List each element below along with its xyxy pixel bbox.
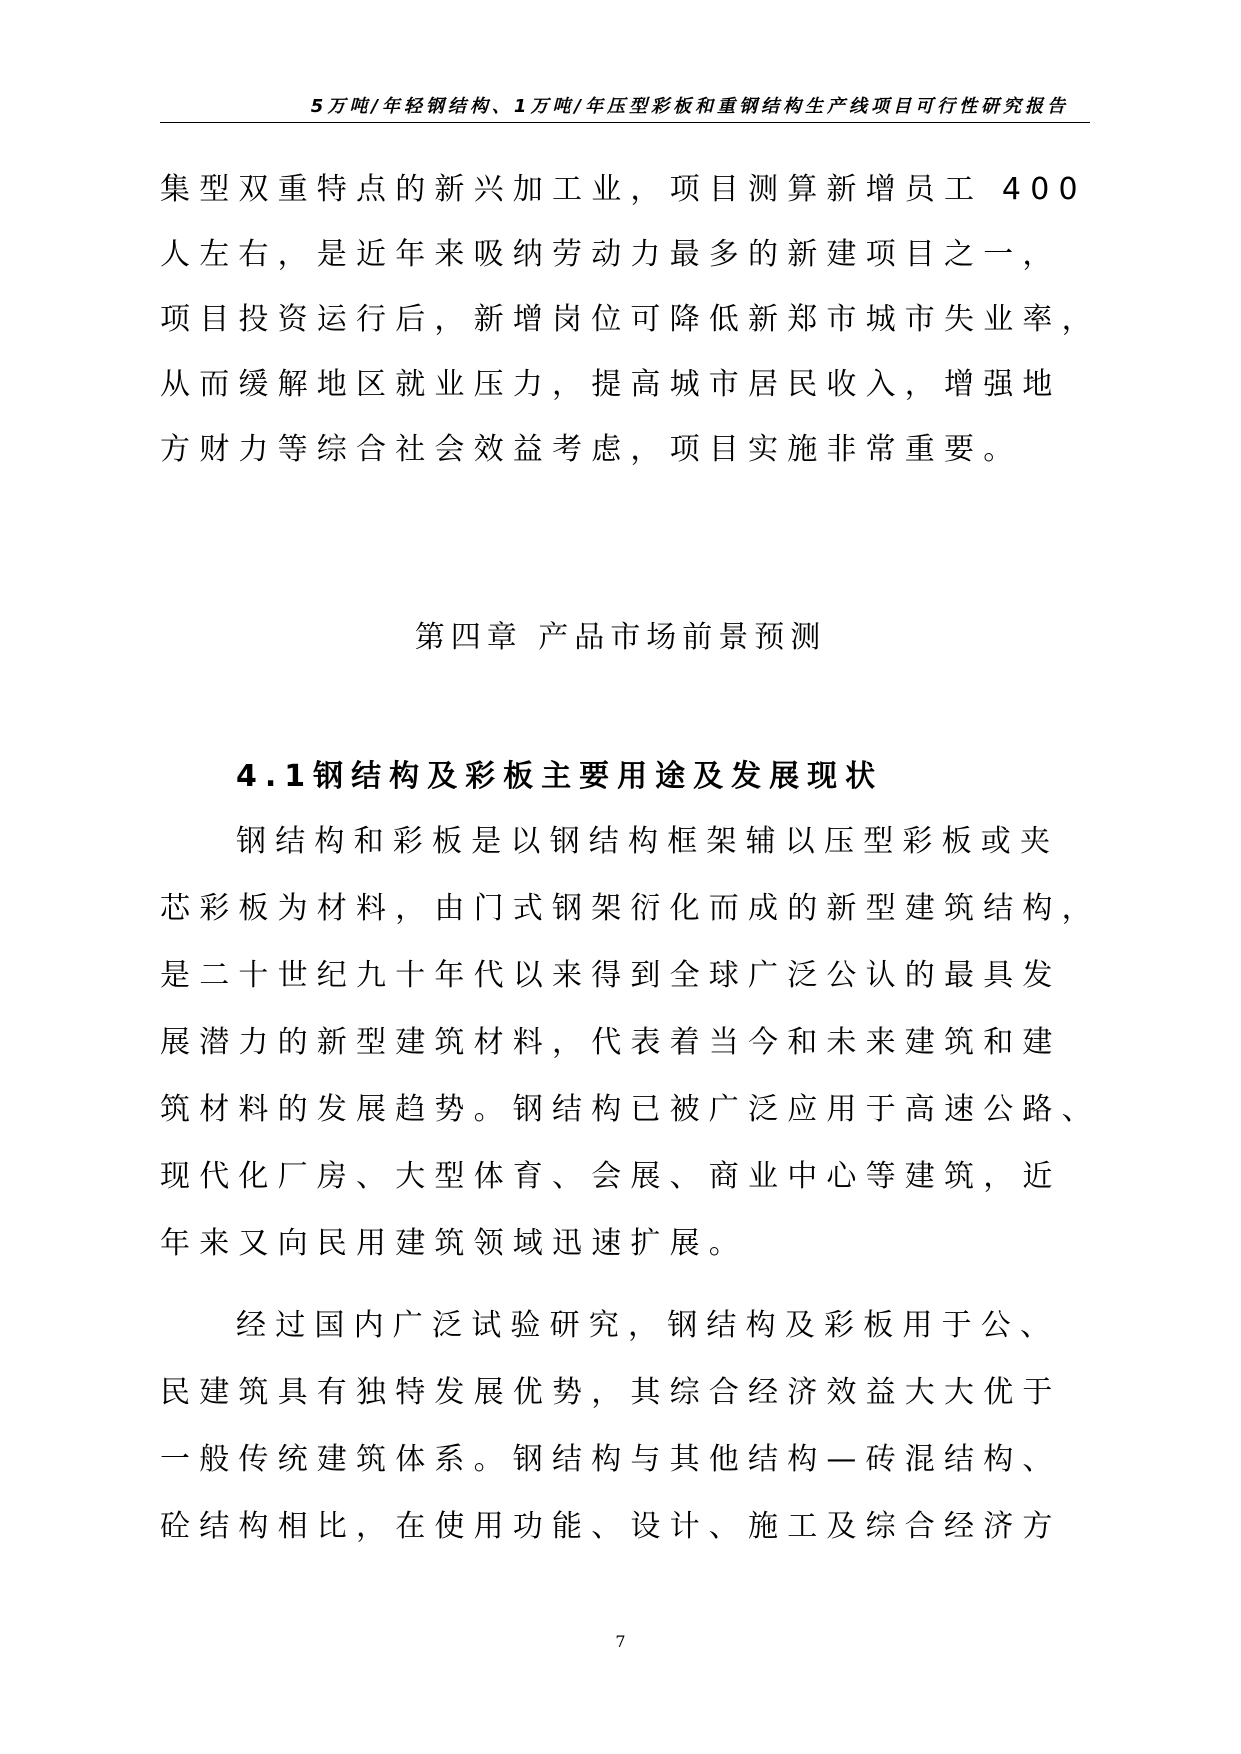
paragraph-line: 项目投资运行后，新增岗位可降低新郑市城市失业率， [160,302,1101,337]
paragraph-line: 从而缓解地区就业压力，提高城市居民收入，增强地 [160,367,1062,402]
paragraph-line: 方财力等综合社会效益考虑，项目实施非常重要。 [160,432,1023,467]
paragraph-line: 年来又向民用建筑领域迅速扩展。 [160,1226,748,1261]
paragraph-line: 集型双重特点的新兴加工业，项目测算新增员工 400 [160,172,1087,207]
paragraph-line: 人左右，是近年来吸纳劳动力最多的新建项目之一， [160,237,1062,272]
section-heading: 4.1钢结构及彩板主要用途及发展现状 [236,759,884,794]
paragraph-line: 钢结构和彩板是以钢结构框架辅以压型彩板或夹 [236,824,1060,859]
paragraph-line: 砼结构相比，在使用功能、设计、施工及综合经济方 [160,1509,1062,1544]
paragraph-line: 筑材料的发展趋势。钢结构已被广泛应用于高速公路、 [160,1092,1101,1127]
paragraph-line: 展潜力的新型建筑材料，代表着当今和未来建筑和建 [160,1025,1062,1060]
paragraph-line: 一般传统建筑体系。钢结构与其他结构—砖混结构、 [160,1442,1062,1477]
report-title: 5万吨/年轻钢结构、1万吨/年压型彩板和重钢结构生产线项目可行性研究报告 [310,96,1069,117]
page-number: 7 [615,1632,626,1651]
paragraph-line: 经过国内广泛试验研究，钢结构及彩板用于公、 [236,1308,1060,1343]
paragraph-line: 民建筑具有独特发展优势，其综合经济效益大大优于 [160,1375,1062,1410]
chapter-title: 第四章 产品市场前景预测 [414,620,827,655]
paragraph-line: 芯彩板为材料，由门式钢架衍化而成的新型建筑结构， [160,891,1101,926]
paragraph-line: 是二十世纪九十年代以来得到全球广泛公认的最具发 [160,958,1062,993]
paragraph-line: 现代化厂房、大型体育、会展、商业中心等建筑，近 [160,1159,1062,1194]
header-divider [160,122,1090,123]
